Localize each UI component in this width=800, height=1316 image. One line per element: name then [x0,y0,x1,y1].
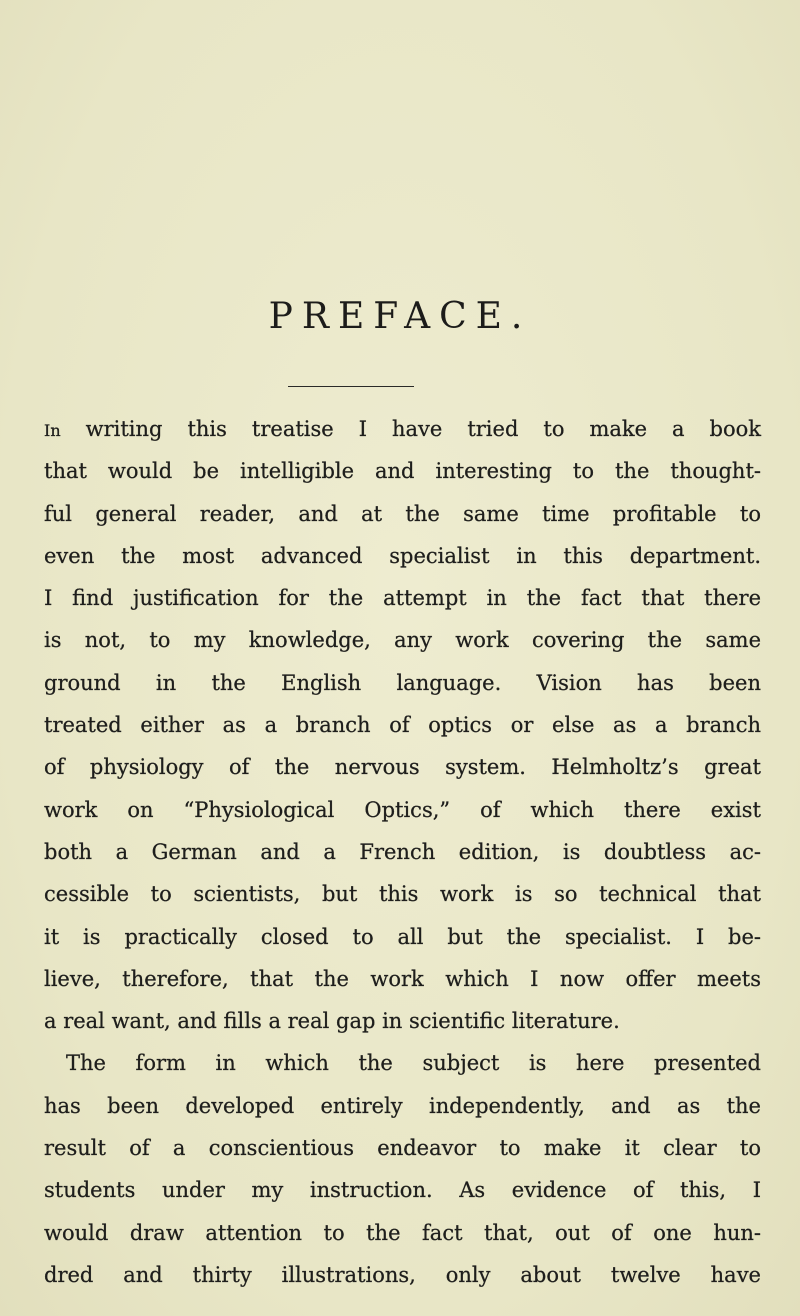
text-line: The form in which the subject is here presented [66,1051,761,1076]
text-line [44,408,761,450]
text-line: has been developed entirely independently, and as the [44,1093,761,1118]
text-line: result of a conscientious endeavor to make it clear to [44,1136,761,1161]
text-line: lieve, therefore, that the work which I now offer meets [44,966,761,991]
text-line: students under my instruction. As evidence of this, I [44,1178,761,1203]
first-line-text: writing this treatise I have tried to make a book [60,417,761,441]
text-line: a real want, and fills a real gap in scientific literature. [44,1009,620,1034]
text-line: work on “Physiological Optics,” of which there exist [44,797,761,822]
text-line: of physiology of the nervous system. Helmholtz’s great [44,755,761,780]
text-line: treated either as a branch of optics or else as a branch [44,713,761,738]
text-line: would draw attention to the fact that, out of one hun- [44,1220,761,1245]
text-line: ground in the English language. Vision has been [44,670,761,695]
text-line: it is practically closed to all but the specialist. I be- [44,924,761,949]
page-heading: PREFACE. [268,296,532,337]
text-line: dred and thirty illustrations, only about twelve have [44,1262,761,1287]
text-line: that would be intelligible and interesting to the thought- [44,459,761,484]
text-line: is not, to my knowledge, any work covering the same [44,628,761,653]
text-line: both a German and a French edition, is doubtless ac- [44,839,761,864]
heading-rule [288,386,414,387]
text-line: I find justification for the attempt in the fact that there [44,586,761,611]
smallcaps-opening-word: In [44,421,61,440]
text-line: even the most advanced specialist in this department. [44,543,761,568]
text-line: cessible to scientists, but this work is so technical that [44,882,761,907]
preface-body [44,408,761,1296]
text-line: ful general reader, and at the same time profitable to [44,501,761,526]
